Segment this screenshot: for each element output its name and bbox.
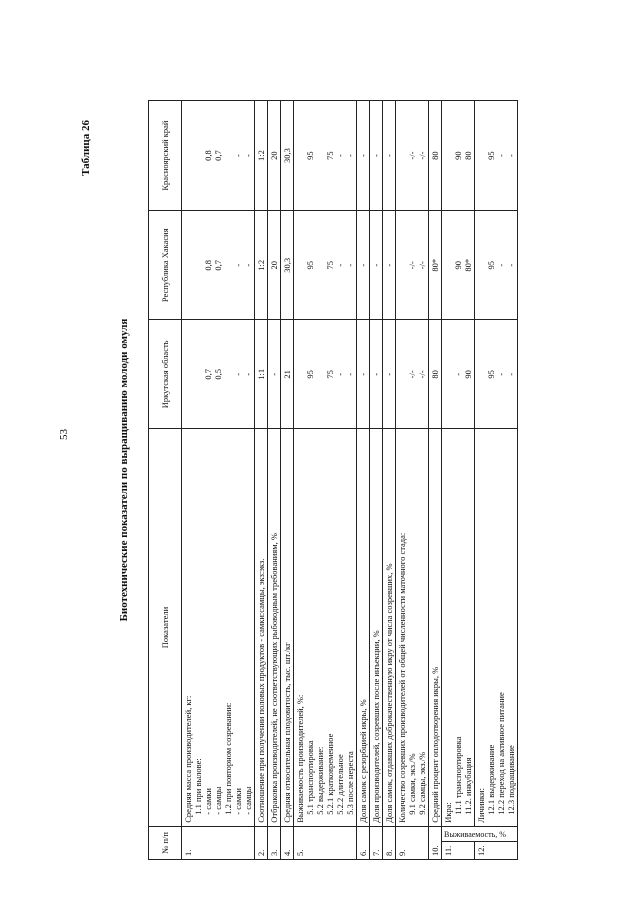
value-cell-r2 — [268, 211, 281, 320]
table-row — [182, 101, 255, 860]
value-line — [193, 214, 203, 316]
value-line — [183, 214, 193, 316]
indicator-line: 11.2. инкубация — [463, 757, 473, 815]
table-header-row — [149, 101, 182, 860]
value-line: 95 — [305, 151, 315, 160]
value-line: 0,5 — [213, 369, 223, 380]
indicator-line: - самки — [233, 788, 243, 815]
value-line: 90 — [463, 370, 473, 379]
table-row — [442, 101, 475, 860]
value-line: 90 — [453, 151, 463, 160]
row-number: 10. — [429, 826, 442, 859]
indicator-line: Средний процент оплодотворения икры, % — [430, 666, 440, 823]
value-cell-r1 — [357, 320, 370, 429]
value-line: 95 — [486, 151, 496, 160]
value-line: - — [243, 263, 253, 267]
row-number: 11. — [442, 842, 475, 860]
value-line: - — [233, 372, 243, 376]
indicator-cell — [357, 429, 370, 826]
value-line: - — [506, 154, 516, 157]
value-line — [443, 214, 453, 316]
indicator-line: 12.2 переход на активное питание — [496, 692, 506, 815]
value-line: 75 — [325, 261, 335, 270]
indicator-line: Отбраковка производителей, не соответствующих рыбоводным требованиям, % — [269, 533, 279, 823]
value-cell-r1 — [281, 320, 294, 429]
indicator-line: 5.2 выдерживание: — [315, 746, 325, 815]
value-line — [223, 323, 233, 425]
value-line: - — [358, 372, 368, 376]
indicator-line: - самки — [203, 788, 213, 815]
value-line: 0,8 — [203, 150, 213, 161]
value-cell-r2 — [281, 211, 294, 320]
value-line: 80* — [463, 258, 473, 272]
indicator-cell — [383, 429, 396, 826]
value-line — [397, 104, 407, 207]
table-row — [268, 101, 281, 860]
value-line: 90 — [453, 261, 463, 270]
value-line: 30,3 — [282, 257, 292, 273]
value-cell-r3 — [475, 101, 518, 211]
value-line: 80 — [463, 151, 473, 160]
table-row — [357, 101, 370, 860]
value-cell-r1 — [182, 320, 255, 429]
table-row — [281, 101, 294, 860]
value-line: - — [384, 372, 394, 376]
value-cell-r1 — [370, 320, 383, 429]
value-line — [223, 214, 233, 316]
indicator-line: Средняя относительная плодовитость, тыс. шт./кг — [282, 642, 292, 823]
indicator-cell — [370, 429, 383, 826]
table-label: Таблица 26 — [80, 120, 92, 176]
row-number: 5. — [294, 826, 357, 859]
value-line: - — [371, 154, 381, 157]
value-line: - — [506, 263, 516, 267]
value-cell-r1 — [442, 320, 475, 429]
value-cell-r2 — [357, 211, 370, 320]
value-line: 20 — [269, 261, 279, 270]
value-line: 0,7 — [213, 259, 223, 271]
value-line: 0,8 — [203, 259, 213, 271]
value-line — [223, 104, 233, 207]
value-line — [183, 104, 193, 207]
row-number: 8. — [383, 826, 396, 859]
header-region-khakassia: Республика Хакасия — [149, 211, 182, 320]
value-cell-r3 — [370, 101, 383, 211]
indicator-line: Средняя масса производителей, кг: — [183, 695, 193, 823]
value-line — [397, 323, 407, 425]
value-line: - — [358, 154, 368, 157]
value-line: -/- — [407, 151, 417, 160]
value-line: - — [371, 263, 381, 267]
indicator-cell — [268, 429, 281, 826]
indicator-line: 9.2 самцы, экз./% — [417, 751, 427, 815]
value-cell-r3 — [255, 101, 268, 211]
value-line — [183, 323, 193, 425]
value-line: 95 — [486, 261, 496, 270]
indicator-line: 5.2.1 кратковременное — [325, 733, 335, 815]
value-line: 0,7 — [213, 150, 223, 161]
value-line — [315, 214, 325, 316]
indicator-cell — [429, 429, 442, 826]
value-line — [315, 104, 325, 207]
value-line: 75 — [325, 151, 335, 160]
value-line: - — [335, 372, 345, 376]
survival-side-label-text: Выживаемость, % — [444, 830, 506, 840]
table-row — [429, 101, 442, 860]
value-line: - — [358, 263, 368, 267]
value-line — [193, 323, 203, 425]
rotated-page — [68, 80, 588, 860]
value-line: 80* — [430, 258, 440, 272]
value-line — [476, 323, 486, 425]
value-line: - — [453, 372, 463, 376]
data-table — [148, 100, 518, 860]
indicator-line: Соотношение при получении половых продуктов - самки:самцы, экз:экз. — [256, 558, 266, 823]
value-cell-r1 — [383, 320, 396, 429]
indicator-line: - самцы — [213, 786, 223, 815]
value-cell-r3 — [383, 101, 396, 211]
value-line: - — [269, 372, 279, 376]
value-line: -/- — [407, 261, 417, 270]
value-cell-r2 — [383, 211, 396, 320]
indicator-line: Выживаемость производителей, %: — [295, 694, 305, 823]
value-line: 95 — [486, 370, 496, 379]
indicator-line: Икра: — [443, 802, 453, 823]
value-line: 21 — [282, 370, 292, 379]
indicator-cell — [182, 429, 255, 826]
header-region-irkutsk: Иркутская область — [149, 320, 182, 429]
survival-side-label — [442, 826, 518, 842]
indicator-cell — [442, 429, 475, 826]
row-number: 12. — [475, 842, 518, 860]
value-line: 0,7 — [203, 369, 213, 380]
value-line — [397, 214, 407, 316]
table-body — [182, 101, 518, 860]
value-line: 20 — [269, 151, 279, 160]
value-line: 1:2 — [256, 150, 266, 161]
row-number: 2. — [255, 826, 268, 859]
value-cell-r1 — [268, 320, 281, 429]
value-line: 80 — [430, 370, 440, 379]
value-line: -/- — [407, 370, 417, 379]
value-line — [476, 214, 486, 316]
value-line: 95 — [305, 261, 315, 270]
value-line: - — [496, 154, 506, 157]
table-row — [294, 101, 357, 860]
indicator-line: Личинки: — [476, 788, 486, 823]
value-line: - — [496, 263, 506, 267]
indicator-cell — [475, 429, 518, 826]
value-line: 30,3 — [282, 148, 292, 163]
value-line: - — [335, 263, 345, 267]
indicator-line: Доля самок, отдавших доброкачественную икру от числа созревших, % — [384, 563, 394, 823]
value-line: - — [233, 154, 243, 157]
value-line: - — [506, 372, 516, 376]
table-row — [475, 101, 518, 860]
value-cell-r1 — [396, 320, 429, 429]
value-line: - — [345, 263, 355, 267]
indicator-line: Количество созревших производителей от общей численности маточного стада: — [397, 532, 407, 823]
value-cell-r3 — [182, 101, 255, 211]
value-cell-r2 — [294, 211, 357, 320]
indicator-cell — [281, 429, 294, 826]
value-cell-r1 — [255, 320, 268, 429]
value-line — [443, 323, 453, 425]
indicator-line: 12.3 подращивание — [506, 745, 516, 815]
value-cell-r2 — [429, 211, 442, 320]
value-line: - — [243, 154, 253, 157]
value-line: -/- — [417, 151, 427, 160]
value-line: - — [384, 154, 394, 157]
value-cell-r3 — [294, 101, 357, 211]
header-region-krasnoyarsk: Красноярский край — [149, 101, 182, 211]
value-line — [295, 214, 305, 316]
value-cell-r3 — [357, 101, 370, 211]
value-line: - — [243, 372, 253, 376]
value-line — [476, 104, 486, 207]
value-line: 80 — [430, 151, 440, 160]
row-number: 1. — [182, 826, 255, 859]
indicator-line: 5.2.2 длительное — [335, 754, 345, 815]
value-line: -/- — [417, 261, 427, 270]
document-title: Биотехнические показатели по выращиванию молоди омуля — [118, 318, 130, 622]
table-row — [383, 101, 396, 860]
value-cell-r2 — [182, 211, 255, 320]
row-number: 7. — [370, 826, 383, 859]
value-cell-r1 — [475, 320, 518, 429]
value-cell-r2 — [396, 211, 429, 320]
value-line: - — [384, 263, 394, 267]
indicator-cell — [255, 429, 268, 826]
value-line: - — [371, 372, 381, 376]
indicator-line: Доля производителей, созревших после инъекции, % — [371, 630, 381, 823]
row-number: 3. — [268, 826, 281, 859]
indicator-line: 1.2 при повторном созревании: — [223, 702, 233, 815]
indicator-line: 9.1 самки, экз./% — [407, 753, 417, 815]
value-line — [295, 104, 305, 207]
table-row — [255, 101, 268, 860]
page-number: 53 — [58, 429, 70, 440]
value-line: - — [335, 154, 345, 157]
value-line: 75 — [325, 370, 335, 379]
row-number: 4. — [281, 826, 294, 859]
table-row — [370, 101, 383, 860]
indicator-line: - самцы — [243, 786, 253, 815]
value-cell-r3 — [442, 101, 475, 211]
value-line: - — [345, 154, 355, 157]
value-cell-r3 — [396, 101, 429, 211]
value-line: 95 — [305, 370, 315, 379]
header-indicator: Показатели — [149, 429, 182, 826]
indicator-line: Доля самок с резорбцией икры, % — [358, 699, 368, 823]
value-line: 1:1 — [256, 368, 266, 380]
value-line: - — [496, 372, 506, 376]
value-cell-r3 — [281, 101, 294, 211]
value-line — [193, 104, 203, 207]
value-cell-r2 — [255, 211, 268, 320]
value-cell-r2 — [442, 211, 475, 320]
indicator-line: 5.1 транспортировка — [305, 740, 315, 815]
value-cell-r2 — [475, 211, 518, 320]
indicator-line: 12.1 выдерживание — [486, 744, 496, 815]
value-line: - — [345, 372, 355, 376]
row-number: 6. — [357, 826, 370, 859]
header-num: № п/п — [149, 826, 182, 859]
value-line — [443, 104, 453, 207]
indicator-line: 1.1 при вылове: — [193, 758, 203, 815]
value-line: - — [233, 263, 243, 267]
indicator-cell — [294, 429, 357, 826]
value-cell-r1 — [429, 320, 442, 429]
table-row — [396, 101, 429, 860]
value-cell-r2 — [370, 211, 383, 320]
value-line — [315, 323, 325, 425]
value-cell-r3 — [268, 101, 281, 211]
row-number: 9. — [396, 826, 429, 859]
value-line: 1:2 — [256, 259, 266, 271]
indicator-cell — [396, 429, 429, 826]
value-line: -/- — [417, 370, 427, 379]
indicator-line: 11.1 транспортировка — [453, 736, 463, 815]
value-cell-r1 — [294, 320, 357, 429]
indicator-line: 5.3 после нереста — [345, 751, 355, 815]
value-cell-r3 — [429, 101, 442, 211]
value-line — [295, 323, 305, 425]
